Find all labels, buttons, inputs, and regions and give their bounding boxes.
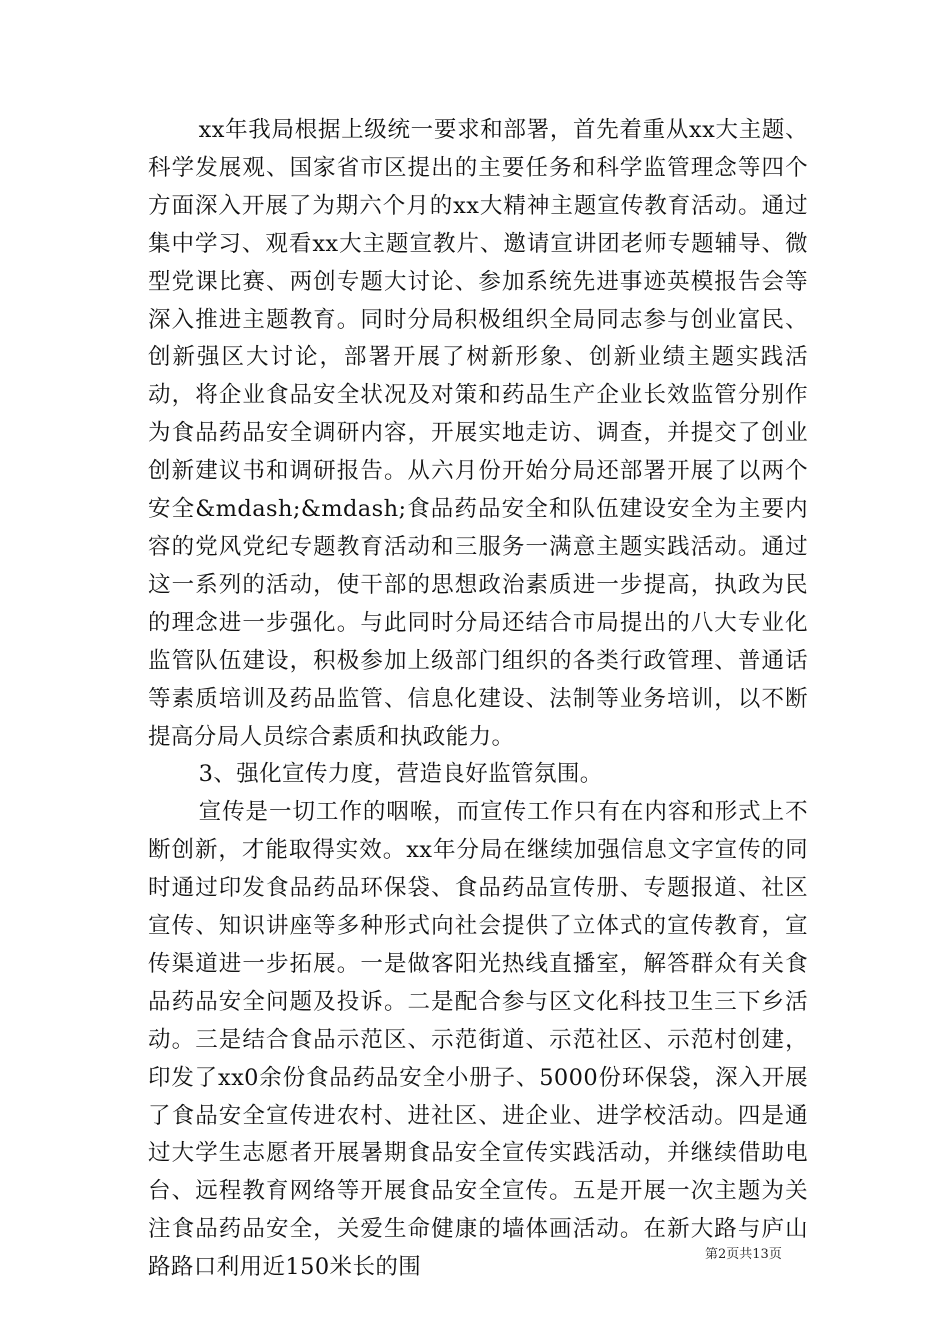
section-heading-publicity: 3、强化宣传力度，营造良好监管氛围。: [198, 761, 603, 788]
page-number-footer: 第2页共13页: [705, 1247, 782, 1262]
paragraph-study-activities: xx年我局根据上级统一要求和部署，首先着重从xx大主题、科学发展观、国家省市区提出的主要任务和科学监管理念等四个方面深入开展了为期六个月的xx大精神主题宣传教育活动。通过集中学习、观看xx大主题宣教片、邀请宣讲团老师专题辅导、微型党课比赛、两创专题大讨论、参加系统先进事迹英模报告会等深入推进主题教育。同时分局积极组织全局同志参与创业富民、创新强区大讨论，部署开展了树新形象、创新业绩主题实践活动，将企业食品安全状况及对策和药品生产企业长效监管分别作为食品药品安全调研内容，开展实地走访、调查，并提交了创业创新建议书和调研报告。从六月份开始分局还部署开展了以两个安全&mdash;&mdash;食品药品安全和队伍建设安全为主要内容的党风党纪专题教育活动和三服务一满意主题实践活动。通过这一系列的活动，使干部的思想政治素质进一步提高，执政为民的理念进一步强化。与此同时分局还结合市局提出的八大专业化监管队伍建设，积极参加上级部门组织的各类行政管理、普通话等素质培训及药品监管、信息化建设、法制等业务培训，以不断提高分局人员综合素质和执政能力。: [148, 117, 808, 750]
paragraph-publicity-work: 宣传是一切工作的咽喉，而宣传工作只有在内容和形式上不断创新，才能取得实效。xx年分局在继续加强信息文字宣传的同时通过印发食品药品环保袋、食品药品宣传册、专题报道、社区宣传、知识讲座等多种形式向社会提供了立体式的宣传教育，宣传渠道进一步拓展。一是做客阳光热线直播室，解答群众有关食品药品安全问题及投诉。二是配合参与区文化科技卫生三下乡活动。三是结合食品示范区、示范街道、示范社区、示范村创建，印发了xx0余份食品药品安全小册子、5000份环保袋，深入开展了食品安全宣传进农村、进社区、进企业、进学校活动。四是通过大学生志愿者开展暑期食品安全宣传实践活动，并继续借助电台、远程教育网络等开展食品安全宣传。五是开展一次主题为关注食品药品安全，关爱生命健康的墙体画活动。在新大路与庐山路路口利用近150米长的围: [148, 799, 808, 1281]
document-body: [148, 112, 808, 1287]
